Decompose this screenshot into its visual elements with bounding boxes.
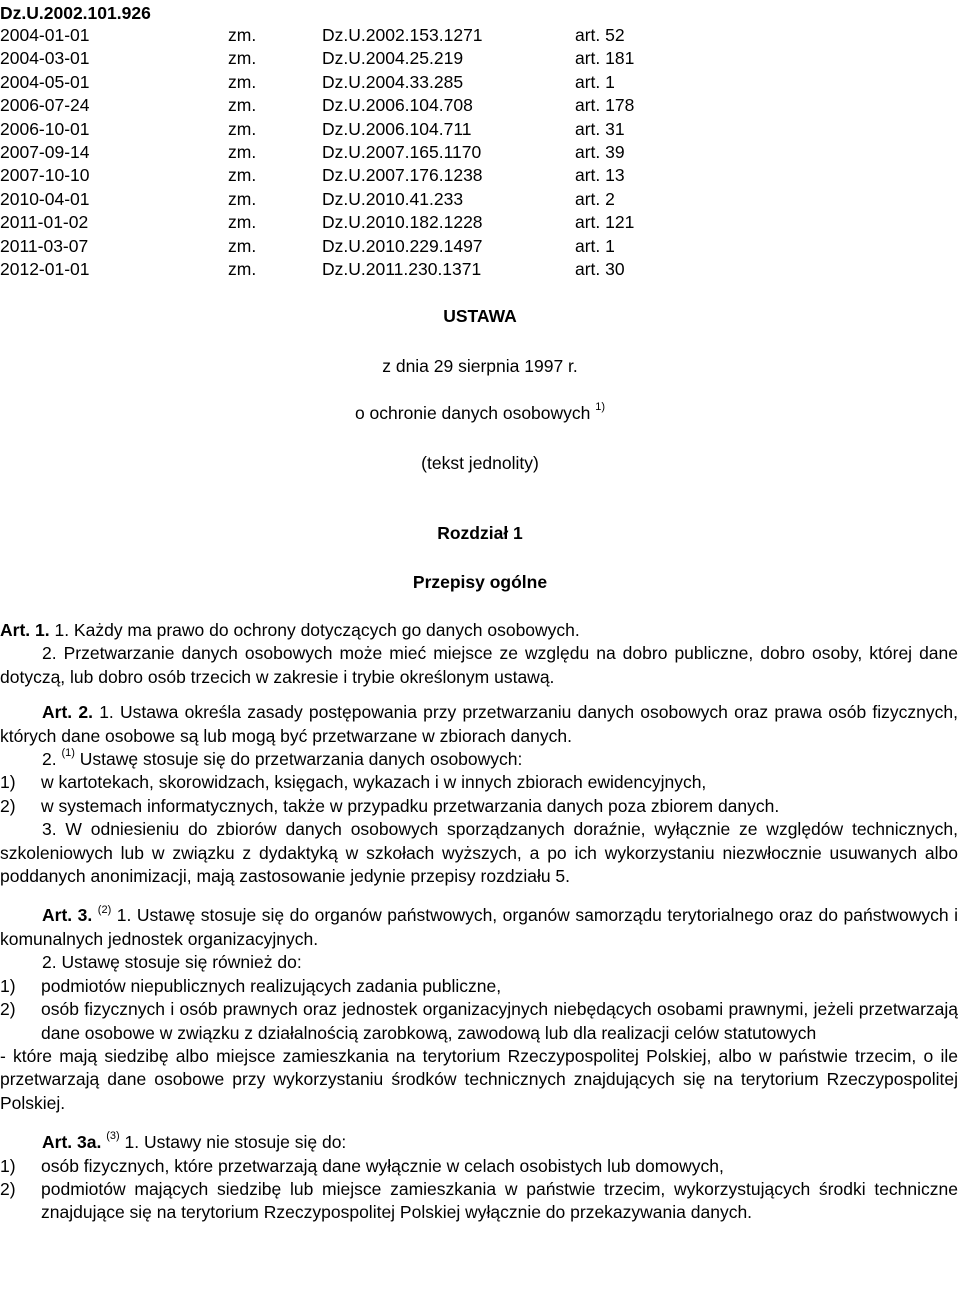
act-type: USTAWA (443, 306, 517, 326)
chapter-name: Przepisy ogólne (412, 572, 548, 592)
art3-para1 (0, 904, 958, 951)
amendment-date: 2006-10-01 (0, 118, 90, 139)
list-text: osób fizycznych, które przetwarzają dane wyłącznie w celach osobistych lub domowych, (41, 1155, 724, 1176)
list-text: w systemach informatycznych, także w przypadku przetwarzania danych poza zbiorem danych. (41, 795, 780, 816)
amendment-type: zm. (228, 48, 257, 69)
amendment-art: art. 39 (575, 141, 625, 162)
amendment-type: zm. (228, 212, 257, 233)
art1-para1 (0, 619, 958, 642)
amendment-type: zm. (228, 258, 257, 279)
amendment-row (0, 94, 960, 117)
list-text: w kartotekach, skorowidzach, księgach, wykazach i w innych zbiorach ewidencyjnych, (41, 772, 707, 793)
article-heading: Art. 1. (0, 620, 50, 640)
amendment-date: 2004-03-01 (0, 48, 90, 69)
spacer (0, 888, 958, 904)
spacer (0, 1115, 958, 1131)
amendment-date: 2007-09-14 (0, 141, 90, 162)
amendment-row (0, 71, 960, 94)
article-heading: Art. 2. (42, 702, 93, 723)
paragraph-number: 2. (42, 749, 62, 770)
amendment-date: 2011-01-02 (0, 212, 89, 233)
list-number: 1) (0, 1155, 16, 1176)
amendment-ref: Dz.U.2006.104.711 (322, 118, 472, 139)
amendment-ref: Dz.U.2010.229.1497 (322, 235, 483, 256)
amendment-type: zm. (228, 235, 257, 256)
amendment-art: art. 2 (575, 188, 615, 209)
paragraph-text: Ustawę stosuje się do przetwarzania danych osobowych: (74, 749, 523, 770)
amendment-row (0, 24, 960, 47)
amendment-art: art. 121 (575, 212, 635, 233)
amendment-date: 2011-03-07 (0, 235, 89, 256)
amendment-date: 2012-01-01 (0, 258, 90, 279)
act-version: (tekst jednolity) (421, 453, 539, 473)
amendment-type: zm. (228, 165, 257, 186)
amendment-type: zm. (228, 141, 257, 162)
article-heading: Art. 3a. (42, 1132, 102, 1153)
art3-tail: - które mają siedzibę albo miejsce zamieszkania na terytorium Rzeczypospolitej Polskiej, albo w państwie trzecim, o ile przetwarzają dane osobowe przy wykorzystaniu środków technicznych znajdujących się na terytorium Rzeczypospolitej Polskiej. (0, 1045, 958, 1113)
amendment-date: 2010-04-01 (0, 188, 90, 209)
amendment-row (0, 188, 960, 211)
paragraph-text: 1. Ustawa określa zasady postępowania przy przetwarzaniu danych osobowych oraz prawa osób fizycznych, których dane osobowe są lub mogą być przetwarzane w zbiorach danych. (0, 702, 958, 746)
amendment-art: art. 178 (575, 95, 635, 116)
amendment-type: zm. (228, 188, 257, 209)
list-number: 1) (0, 975, 16, 996)
paragraph-text: 1. Ustawę stosuje się do organów państwowych, organów samorządu terytorialnego oraz do państwowych i komunalnych jednostek organizacyjnych. (0, 905, 958, 949)
art1-para2: 2. Przetwarzanie danych osobowych może mieć miejsce ze względu na dobro publiczne, dobro osoby, której dane dotyczą, lub dobro osób trzecich w zakresie i trybie określonym ustawą. (0, 643, 958, 687)
list-number: 2) (0, 1178, 16, 1199)
amendment-row (0, 164, 960, 187)
paragraph-text: 1. Ustawy nie stosuje się do: (119, 1132, 347, 1153)
list-text: podmiotów mających siedzibę lub miejsce zamieszkania w państwie trzecim, wykorzystujących środki techniczne znajdujące się na terytorium Rzeczypospolitej Polskiej wyłącznie do przekazywania danych. (41, 1178, 958, 1223)
amendment-type: zm. (228, 71, 257, 92)
amendment-row (0, 118, 960, 141)
amendment-ref: Dz.U.2010.41.233 (322, 188, 464, 209)
footnote-ref: (3) (106, 1130, 120, 1143)
list-text: podmiotów niepublicznych realizujących zadania publiczne, (41, 975, 502, 996)
footnote-ref: 1) (595, 401, 606, 414)
list-item (0, 771, 958, 794)
amendment-date: 2004-05-01 (0, 71, 90, 92)
amendment-art: art. 1 (575, 235, 615, 256)
art3-para2: 2. Ustawę stosuje się również do: (42, 952, 302, 973)
footnote-ref: (2) (97, 903, 112, 916)
chapter-number: Rozdział 1 (437, 523, 523, 543)
amendment-row (0, 258, 960, 281)
amendment-ref: Dz.U.2004.33.285 (322, 71, 464, 92)
amendment-art: art. 30 (575, 258, 625, 279)
act-subject-text: o ochronie danych osobowych (354, 403, 591, 423)
amendment-art: art. 52 (575, 25, 625, 45)
amendment-row (0, 211, 960, 234)
amendment-ref: Dz.U.2007.176.1238 (322, 165, 483, 186)
list-item (0, 998, 958, 1045)
art2-para3: 3. W odniesieniu do zbiorów danych osobowych sporządzanych doraźnie, wyłącznie ze względów technicznych, szkoleniowych lub w związku z dydaktyką w szkołach wyższych, a po ich wykorzystaniu niezwłocznie usuwanych albo poddanych anonimizacji, mają zastosowanie jedynie przepisy rozdziału 5. (0, 819, 958, 887)
spacer (0, 689, 958, 701)
act-subject (0, 402, 960, 424)
paragraph-text: 1. Każdy ma prawo do ochrony dotyczących go danych osobowych. (49, 620, 580, 640)
amendment-art: art. 181 (575, 48, 635, 69)
amendment-row (0, 141, 960, 164)
amendment-date: 2004-01-01 (0, 25, 90, 45)
amendment-art: art. 1 (575, 71, 615, 92)
list-number: 2) (0, 999, 16, 1020)
amendment-type: zm. (228, 95, 257, 116)
amendment-date: 2006-07-24 (0, 95, 90, 116)
art2-para1 (0, 701, 958, 748)
amendment-ref: Dz.U.2006.104.708 (322, 95, 473, 116)
art3a-para1 (0, 1131, 958, 1154)
article-heading: Art. 3. (42, 905, 93, 926)
art2-para2 (0, 748, 958, 771)
amendment-row (0, 235, 960, 258)
act-body (0, 619, 958, 1225)
amendment-ref: Dz.U.2002.153.1271 (322, 25, 483, 45)
amendments-table (0, 24, 960, 281)
amendment-date: 2007-10-10 (0, 165, 90, 186)
amendment-type: zm. (228, 118, 257, 139)
list-number: 2) (0, 795, 16, 816)
amendment-art: art. 13 (575, 165, 625, 186)
list-item (0, 975, 958, 998)
list-text: osób fizycznych i osób prawnych oraz jednostek organizacyjnych niebędących osobami prawnymi, jeżeli przetwarzają dane osobowe w związku z działalnością zarobkową, zawodową lub dla realizacji celów statutowych (41, 999, 958, 1043)
act-date: z dnia 29 sierpnia 1997 r. (382, 356, 578, 376)
list-item (0, 1178, 958, 1225)
list-number: 1) (0, 772, 16, 793)
amendment-ref: Dz.U.2010.182.1228 (322, 212, 483, 233)
amendment-ref: Dz.U.2007.165.1170 (322, 141, 482, 162)
footnote-ref: (1) (61, 747, 75, 760)
amendment-ref: Dz.U.2011.230.1371 (322, 258, 482, 279)
amendment-type: zm. (228, 25, 257, 45)
amendment-row (0, 47, 960, 70)
list-item (0, 1155, 958, 1178)
amendment-art: art. 31 (575, 118, 625, 139)
amendment-ref: Dz.U.2004.25.219 (322, 48, 464, 69)
journal-reference: Dz.U.2002.101.926 (0, 3, 151, 23)
list-item (0, 795, 958, 818)
